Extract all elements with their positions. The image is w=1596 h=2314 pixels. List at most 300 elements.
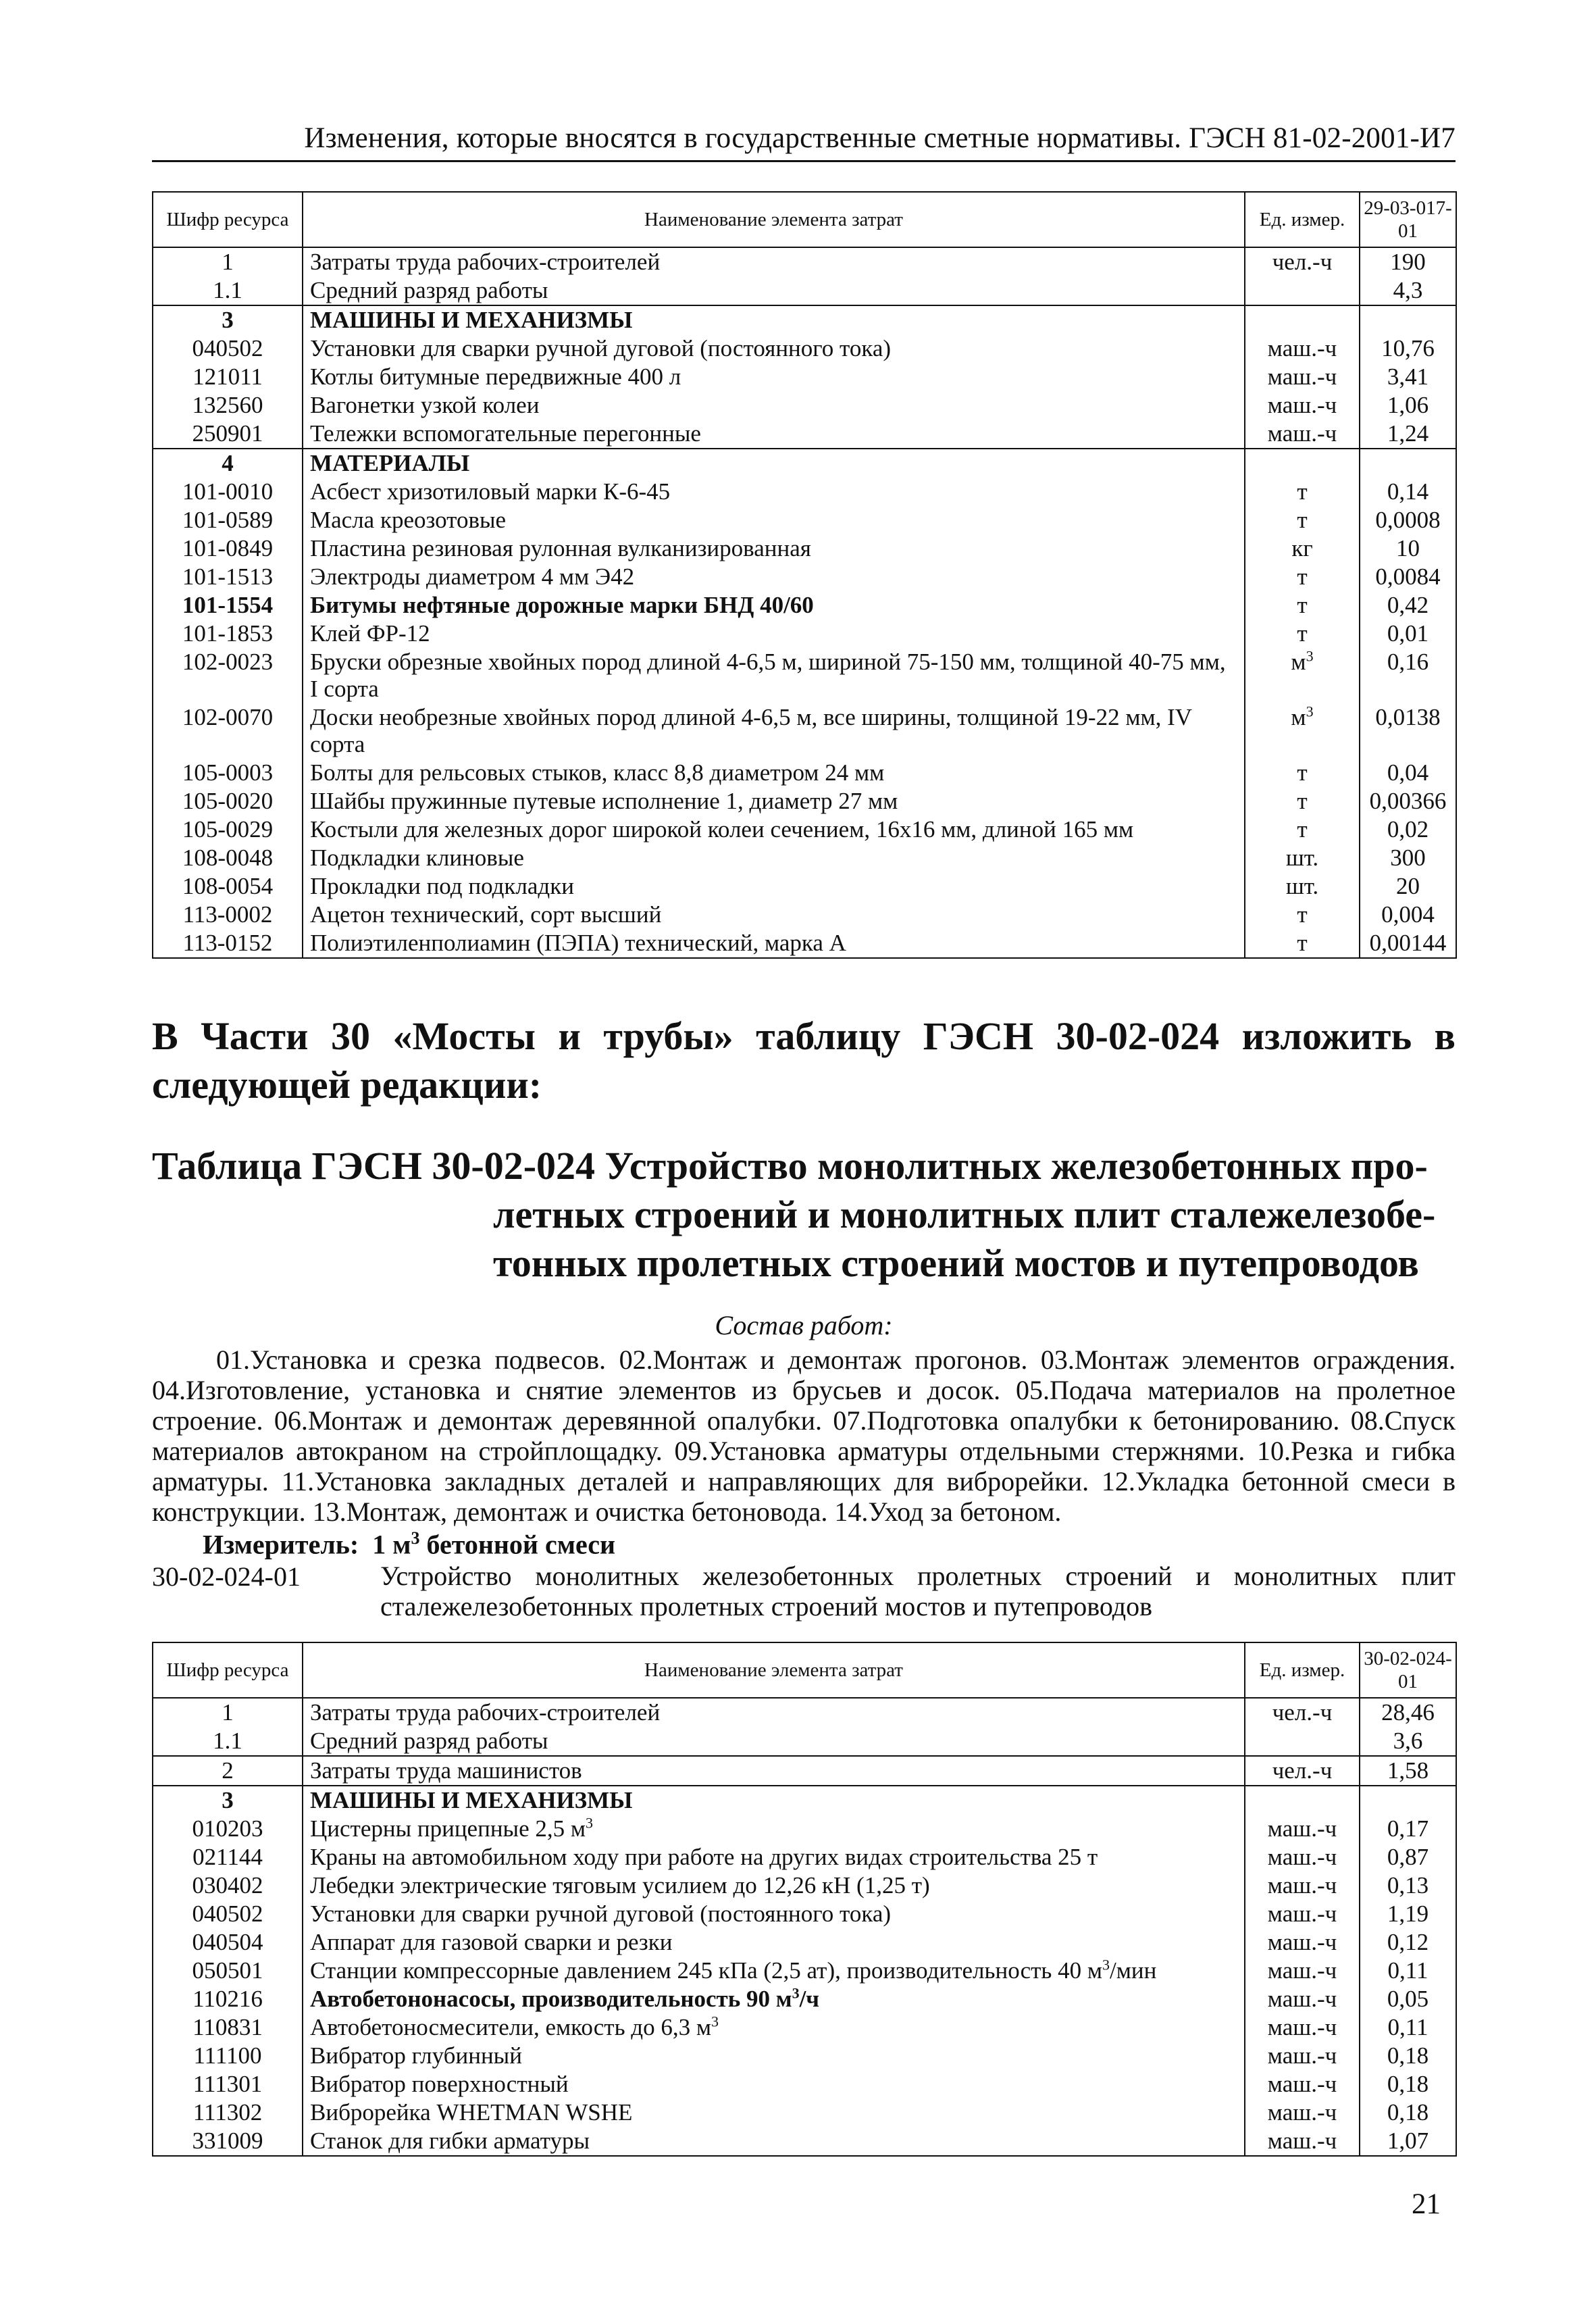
cost-element-text: Автобетононасосы, производительность 90 м <box>310 1986 792 2012</box>
unit-text: т <box>1297 930 1308 956</box>
resource-code-cell: 110216 <box>153 1985 303 2013</box>
unit-cell <box>1245 1815 1360 1843</box>
table-row <box>153 506 1456 534</box>
cost-element-cell <box>303 276 1245 305</box>
unit-cell <box>1245 478 1360 506</box>
norm-value-cell: 0,18 <box>1360 2070 1456 2098</box>
resource-code-cell: 101-1554 <box>153 591 303 620</box>
norm-code: 30-02-024-01 <box>152 1561 301 1592</box>
cost-element-text: Клей ФР-12 <box>310 620 430 647</box>
resource-code-cell: 331009 <box>153 2127 303 2156</box>
table-row <box>153 2042 1456 2070</box>
header-cost-element: Наименование элемента затрат <box>303 192 1245 247</box>
unit-cell <box>1245 1900 1360 1928</box>
norm-value-cell: 0,11 <box>1360 1957 1456 1985</box>
unit-cell <box>1245 391 1360 420</box>
norm-value-cell: 0,18 <box>1360 2042 1456 2070</box>
cost-element-text: Битумы нефтяные дорожные марки БНД 40/60 <box>310 592 814 618</box>
cost-element-text: Доски необрезные хвойных пород длиной 4-6,5 м, все ширины, толщиной 19-22 мм, IV сорта <box>310 704 1192 757</box>
cost-element-text: Цистерны прицепные 2,5 м <box>310 1815 586 1842</box>
unit-text: м <box>1291 704 1306 730</box>
cost-element-text: Подкладки клиновые <box>310 845 524 871</box>
unit-text: маш.-ч <box>1267 1929 1337 1955</box>
table-row <box>153 1727 1456 1756</box>
unit-text: чел.-ч <box>1272 1699 1333 1726</box>
unit-text: маш.-ч <box>1267 1957 1337 1984</box>
cost-element-text: МАТЕРИАЛЫ <box>310 450 470 476</box>
cost-element-text: Затраты труда рабочих-строителей <box>310 249 661 275</box>
table-row <box>153 1985 1456 2013</box>
unit-text: маш.-ч <box>1267 420 1337 447</box>
resource-code-cell: 040502 <box>153 1900 303 1928</box>
table-header-row <box>153 1642 1456 1698</box>
superscript: 3 <box>792 1984 800 2002</box>
resource-code-cell: 030402 <box>153 1871 303 1900</box>
unit-text: чел.-ч <box>1272 1757 1333 1784</box>
norm-value-cell: 0,04 <box>1360 759 1456 787</box>
table-row <box>153 1815 1456 1843</box>
resource-code-cell: 050501 <box>153 1957 303 1985</box>
table-row <box>153 449 1456 478</box>
table-row <box>153 1900 1456 1928</box>
unit-text: маш.-ч <box>1267 392 1337 418</box>
cost-element-cell <box>303 787 1245 815</box>
cost-element-cell <box>303 1815 1245 1843</box>
norm-value-cell: 3,6 <box>1360 1727 1456 1756</box>
header-resource-code: Шифр ресурса <box>153 1642 303 1698</box>
norm-value-cell: 0,87 <box>1360 1843 1456 1871</box>
resource-code-cell: 121011 <box>153 363 303 391</box>
table-row <box>153 759 1456 787</box>
resource-code-cell: 101-1853 <box>153 620 303 648</box>
cost-element-text: Установки для сварки ручной дуговой (постоянного тока) <box>310 335 892 361</box>
table-row <box>153 2127 1456 2156</box>
norm-value-cell: 0,13 <box>1360 1871 1456 1900</box>
cost-element-cell <box>303 1786 1245 1815</box>
unit-text: т <box>1297 592 1308 618</box>
norm-value-cell: 0,05 <box>1360 1985 1456 2013</box>
unit-text: т <box>1297 563 1308 590</box>
table-row <box>153 1957 1456 1985</box>
norm-value-cell: 0,0008 <box>1360 506 1456 534</box>
resource-code-cell: 3 <box>153 1786 303 1815</box>
cost-element-text: Вибратор глубинный <box>310 2042 522 2069</box>
cost-element-cell <box>303 1727 1245 1756</box>
unit-cell <box>1245 420 1360 449</box>
resource-code-cell: 4 <box>153 449 303 478</box>
norm-value-cell <box>1360 449 1456 478</box>
cost-element-cell <box>303 2042 1245 2070</box>
works-caption: Состав работ: <box>715 1310 893 1340</box>
unit-text: маш.-ч <box>1267 1844 1337 1870</box>
unit-cell <box>1245 929 1360 958</box>
cost-element-suffix: /ч <box>799 1986 820 2012</box>
unit-text: маш.-ч <box>1267 1872 1337 1898</box>
cost-element-cell <box>303 591 1245 620</box>
cost-element-suffix: /мин <box>1110 1957 1157 1984</box>
unit-cell <box>1245 1727 1360 1756</box>
unit-text: м <box>1291 649 1306 675</box>
resource-code-cell: 101-0589 <box>153 506 303 534</box>
cost-element-text: Прокладки под подкладки <box>310 873 574 899</box>
cost-element-text: Вибратор поверхностный <box>310 2071 569 2097</box>
norm-value-cell <box>1360 305 1456 334</box>
table-row <box>153 648 1456 703</box>
cost-element-cell <box>303 1928 1245 1957</box>
unit-cell <box>1245 815 1360 844</box>
unit-text: маш.-ч <box>1267 1815 1337 1842</box>
norm-value-cell: 10 <box>1360 534 1456 563</box>
unit-text: шт. <box>1285 873 1319 899</box>
measure-value-post: бетонной смеси <box>419 1529 616 1560</box>
table-row <box>153 703 1456 759</box>
cost-element-text: Лебедки электрические тяговым усилием до 12,26 кН (1,25 т) <box>310 1872 930 1898</box>
unit-cell <box>1245 872 1360 901</box>
cost-element-text: МАШИНЫ И МЕХАНИЗМЫ <box>310 1787 633 1813</box>
cost-element-cell <box>303 620 1245 648</box>
table-row <box>153 478 1456 506</box>
table-row <box>153 1786 1456 1815</box>
resource-code-cell: 105-0020 <box>153 787 303 815</box>
norm-value-cell: 1,24 <box>1360 420 1456 449</box>
header-norm-code: 30-02-024-01 <box>1360 1642 1456 1698</box>
cost-element-cell <box>303 534 1245 563</box>
resource-table-29-03-017 <box>152 191 1457 959</box>
cost-element-cell <box>303 449 1245 478</box>
norm-description: Устройство монолитных железобетонных пролетных строений и монолитных плит сталежелезобетонных пролетных строений мостов и путепроводов <box>380 1561 1456 1621</box>
norm-value-cell: 1,06 <box>1360 391 1456 420</box>
unit-text: маш.-ч <box>1267 2071 1337 2097</box>
table-row <box>153 2070 1456 2098</box>
cost-element-text: Бруски обрезные хвойных пород длиной 4-6,5 м, шириной 75-150 мм, толщиной 40-75 мм, I сорта <box>310 649 1226 702</box>
norm-value-cell: 10,76 <box>1360 334 1456 363</box>
unit-text: маш.-ч <box>1267 2099 1337 2126</box>
header-norm-code: 29-03-017-01 <box>1360 192 1456 247</box>
resource-code-cell: 3 <box>153 305 303 334</box>
resource-code-cell: 102-0023 <box>153 648 303 703</box>
cost-element-cell <box>303 2013 1245 2042</box>
measure-line <box>203 1528 615 1560</box>
cost-element-cell <box>303 872 1245 901</box>
resource-code-cell: 1.1 <box>153 276 303 305</box>
norm-value-cell: 1,58 <box>1360 1756 1456 1786</box>
resource-code-cell: 040502 <box>153 334 303 363</box>
resource-code-cell: 101-0010 <box>153 478 303 506</box>
unit-text: т <box>1297 816 1308 842</box>
unit-cell <box>1245 648 1360 703</box>
cost-element-text: Полиэтиленполиамин (ПЭПА) технический, марка А <box>310 930 846 956</box>
unit-text: маш.-ч <box>1267 2042 1337 2069</box>
cost-element-cell <box>303 363 1245 391</box>
norm-value-cell: 0,11 <box>1360 2013 1456 2042</box>
cost-element-text: Болты для рельсовых стыков, класс 8,8 диаметром 24 мм <box>310 759 885 786</box>
superscript: 3 <box>1306 703 1314 720</box>
table-row <box>153 305 1456 334</box>
resource-code-cell: 1 <box>153 247 303 276</box>
resource-code-cell: 113-0002 <box>153 901 303 929</box>
unit-text: маш.-ч <box>1267 335 1337 361</box>
table-row <box>153 2013 1456 2042</box>
norm-value-cell: 0,00366 <box>1360 787 1456 815</box>
superscript: 3 <box>1306 647 1314 665</box>
cost-element-text: Электроды диаметром 4 мм Э42 <box>310 563 635 590</box>
unit-cell <box>1245 759 1360 787</box>
unit-text: т <box>1297 901 1308 928</box>
table-row <box>153 844 1456 872</box>
resource-code-cell: 132560 <box>153 391 303 420</box>
table-row <box>153 1843 1456 1871</box>
cost-element-cell <box>303 1843 1245 1871</box>
unit-text: т <box>1297 759 1308 786</box>
table-row <box>153 929 1456 958</box>
cost-element-cell <box>303 2127 1245 2156</box>
norm-value-cell: 0,17 <box>1360 1815 1456 1843</box>
cost-element-text: МАШИНЫ И МЕХАНИЗМЫ <box>310 307 633 333</box>
cost-element-cell <box>303 1957 1245 1985</box>
unit-text: кг <box>1291 535 1313 561</box>
unit-text: т <box>1297 507 1308 533</box>
cost-element-text: Установки для сварки ручной дуговой (постоянного тока) <box>310 1901 892 1927</box>
cost-element-cell <box>303 844 1245 872</box>
cost-element-cell <box>303 703 1245 759</box>
unit-cell <box>1245 334 1360 363</box>
norm-value-cell: 4,3 <box>1360 276 1456 305</box>
unit-cell <box>1245 2127 1360 2156</box>
resource-code-cell: 010203 <box>153 1815 303 1843</box>
cost-element-cell <box>303 563 1245 591</box>
resource-code-cell: 1.1 <box>153 1727 303 1756</box>
cost-element-cell <box>303 391 1245 420</box>
unit-cell <box>1245 591 1360 620</box>
page-number: 21 <box>1412 2188 1441 2220</box>
table-row <box>153 901 1456 929</box>
cost-element-cell <box>303 929 1245 958</box>
resource-code-cell: 1 <box>153 1698 303 1727</box>
unit-cell <box>1245 1786 1360 1815</box>
unit-text: т <box>1297 620 1308 647</box>
resource-code-cell: 108-0054 <box>153 872 303 901</box>
table-title-line-1: Таблица ГЭСН 30-02-024 Устройство монолитных железобетонных про- <box>152 1144 1428 1188</box>
table-header-row <box>153 192 1456 247</box>
norm-value-cell: 20 <box>1360 872 1456 901</box>
cost-element-cell <box>303 2098 1245 2127</box>
cost-element-text: Автобетоносмесители, емкость до 6,3 м <box>310 2014 711 2040</box>
unit-text: маш.-ч <box>1267 2128 1337 2154</box>
resource-code-cell: 111301 <box>153 2070 303 2098</box>
norm-value-cell: 300 <box>1360 844 1456 872</box>
running-header: Изменения, которые вносятся в государственные сметные нормативы. ГЭСН 81-02-2001-И7 <box>152 122 1456 162</box>
table-title <box>152 1142 1456 1288</box>
header-resource-code: Шифр ресурса <box>153 192 303 247</box>
cost-element-cell <box>303 759 1245 787</box>
cost-element-cell <box>303 1871 1245 1900</box>
cost-element-text: Костыли для железных дорог широкой колеи сечением, 16х16 мм, длиной 165 мм <box>310 816 1134 842</box>
section-heading: В Части 30 «Мосты и трубы» таблицу ГЭСН 30-02-024 изложить в следующей редакции: <box>152 1014 1456 1107</box>
resource-code-cell: 021144 <box>153 1843 303 1871</box>
cost-element-cell <box>303 247 1245 276</box>
unit-text: маш.-ч <box>1267 1901 1337 1927</box>
resource-code-cell: 113-0152 <box>153 929 303 958</box>
unit-cell <box>1245 620 1360 648</box>
resource-code-cell: 101-0849 <box>153 534 303 563</box>
norm-value-cell: 0,14 <box>1360 478 1456 506</box>
cost-element-cell <box>303 420 1245 449</box>
unit-cell <box>1245 1698 1360 1727</box>
table-row <box>153 787 1456 815</box>
measure-label: Измеритель: <box>203 1529 359 1560</box>
unit-text: маш.-ч <box>1267 1986 1337 2012</box>
resource-code-cell: 102-0070 <box>153 703 303 759</box>
unit-cell <box>1245 534 1360 563</box>
table-title-line-3: тонных пролетных строений мостов и путепроводов <box>493 1241 1419 1285</box>
unit-cell <box>1245 276 1360 305</box>
table-row <box>153 1928 1456 1957</box>
unit-text: чел.-ч <box>1272 249 1333 275</box>
cost-element-cell <box>303 1698 1245 1727</box>
unit-cell <box>1245 703 1360 759</box>
table-row <box>153 1756 1456 1786</box>
resource-code-cell: 101-1513 <box>153 563 303 591</box>
header-unit: Ед. измер. <box>1245 192 1360 247</box>
cost-element-cell <box>303 815 1245 844</box>
table-row <box>153 591 1456 620</box>
resource-code-cell: 105-0003 <box>153 759 303 787</box>
unit-cell <box>1245 787 1360 815</box>
resource-code-cell: 110831 <box>153 2013 303 2042</box>
table-row <box>153 1871 1456 1900</box>
cost-element-text: Асбест хризотиловый марки К-6-45 <box>310 478 671 505</box>
cost-element-text: Станции компрессорные давлением 245 кПа (2,5 ат), производительность 40 м <box>310 1957 1103 1984</box>
norm-value-cell <box>1360 1786 1456 1815</box>
norm-value-cell: 0,02 <box>1360 815 1456 844</box>
cost-element-text: Тележки вспомогательные перегонные <box>310 420 701 447</box>
cost-element-text: Виброрейка WHETMAN WSHE <box>310 2099 633 2126</box>
measure-sup: 3 <box>411 1528 420 1548</box>
unit-cell <box>1245 2042 1360 2070</box>
unit-text: т <box>1297 788 1308 814</box>
works-description: 01.Установка и срезка подвесов. 02.Монтаж и демонтаж прогонов. 03.Монтаж элементов ограждения. 04.Изготовление, установка и снятие элементов из брусьев и досок. 05.Подача материалов на пролетное строение. 06.Монтаж и демонтаж деревянной опалубки. 07.Подготовка опалубки к бетонированию. 08.Спуск материалов автокраном на стройплощадку. 09.Установка арматуры отдельными стержнями. 10.Резка и гибка арматуры. 11.Установка закладных деталей и направляющих для виброрейки. 12.Укладка бетонной смеси в конструкции. 13.Монтаж, демонтаж и очистка бетоновода. 14.Уход за бетоном. <box>152 1344 1456 1527</box>
resource-code-cell: 250901 <box>153 420 303 449</box>
table-row <box>153 391 1456 420</box>
cost-element-cell <box>303 1900 1245 1928</box>
cost-element-text: Станок для гибки арматуры <box>310 2128 590 2154</box>
unit-cell <box>1245 1756 1360 1786</box>
table-row <box>153 334 1456 363</box>
cost-element-cell <box>303 305 1245 334</box>
table-row <box>153 563 1456 591</box>
superscript: 3 <box>1102 1956 1110 1973</box>
unit-text: маш.-ч <box>1267 2014 1337 2040</box>
unit-cell <box>1245 1843 1360 1871</box>
cost-element-text: Масла креозотовые <box>310 507 507 533</box>
cost-element-cell <box>303 334 1245 363</box>
unit-cell <box>1245 506 1360 534</box>
norm-value-cell: 28,46 <box>1360 1698 1456 1727</box>
unit-cell <box>1245 844 1360 872</box>
superscript: 3 <box>711 2013 719 2030</box>
unit-cell <box>1245 563 1360 591</box>
cost-element-text: Пластина резиновая рулонная вулканизированная <box>310 535 811 561</box>
table-row <box>153 420 1456 449</box>
table-row <box>153 276 1456 305</box>
norm-value-cell: 0,0084 <box>1360 563 1456 591</box>
table-title-line-2: летных строений и монолитных плит сталежелезобе- <box>493 1192 1436 1236</box>
unit-cell <box>1245 363 1360 391</box>
norm-value-cell: 1,19 <box>1360 1900 1456 1928</box>
header-cost-element: Наименование элемента затрат <box>303 1642 1245 1698</box>
table-row <box>153 2098 1456 2127</box>
norm-value-cell: 0,12 <box>1360 1928 1456 1957</box>
cost-element-text: Аппарат для газовой сварки и резки <box>310 1929 673 1955</box>
unit-cell <box>1245 1928 1360 1957</box>
table-row <box>153 815 1456 844</box>
norm-value-cell: 0,16 <box>1360 648 1456 703</box>
unit-cell <box>1245 2070 1360 2098</box>
cost-element-cell <box>303 1756 1245 1786</box>
superscript: 3 <box>586 1814 594 1832</box>
unit-cell <box>1245 305 1360 334</box>
unit-cell <box>1245 449 1360 478</box>
unit-cell <box>1245 901 1360 929</box>
resource-table-30-02-024 <box>152 1642 1457 2157</box>
norm-value-cell: 0,01 <box>1360 620 1456 648</box>
cost-element-cell <box>303 478 1245 506</box>
norm-value-cell: 1,07 <box>1360 2127 1456 2156</box>
cost-element-cell <box>303 506 1245 534</box>
table-row <box>153 620 1456 648</box>
cost-element-text: Затраты труда рабочих-строителей <box>310 1699 661 1726</box>
unit-cell <box>1245 1957 1360 1985</box>
resource-code-cell: 040504 <box>153 1928 303 1957</box>
resource-code-cell: 108-0048 <box>153 844 303 872</box>
norm-value-cell: 3,41 <box>1360 363 1456 391</box>
cost-element-text: Средний разряд работы <box>310 1728 548 1754</box>
cost-element-cell <box>303 901 1245 929</box>
unit-cell <box>1245 247 1360 276</box>
table-row <box>153 534 1456 563</box>
unit-text: маш.-ч <box>1267 363 1337 390</box>
cost-element-cell <box>303 1985 1245 2013</box>
norm-value-cell: 0,18 <box>1360 2098 1456 2127</box>
unit-cell <box>1245 2013 1360 2042</box>
resource-code-cell: 105-0029 <box>153 815 303 844</box>
norm-value-cell: 190 <box>1360 247 1456 276</box>
unit-text: т <box>1297 478 1308 505</box>
table-row <box>153 363 1456 391</box>
cost-element-text: Затраты труда машинистов <box>310 1757 582 1784</box>
cost-element-cell <box>303 2070 1245 2098</box>
cost-element-text: Средний разряд работы <box>310 277 548 303</box>
table-row <box>153 872 1456 901</box>
header-unit: Ед. измер. <box>1245 1642 1360 1698</box>
cost-element-text: Ацетон технический, сорт высший <box>310 901 662 928</box>
measure-value-pre: 1 м <box>372 1529 411 1560</box>
norm-value-cell: 0,00144 <box>1360 929 1456 958</box>
unit-cell <box>1245 1871 1360 1900</box>
unit-cell <box>1245 2098 1360 2127</box>
resource-code-cell: 2 <box>153 1756 303 1786</box>
resource-code-cell: 111100 <box>153 2042 303 2070</box>
unit-cell <box>1245 1985 1360 2013</box>
resource-code-cell: 111302 <box>153 2098 303 2127</box>
table-row <box>153 1698 1456 1727</box>
cost-element-cell <box>303 648 1245 703</box>
norm-value-cell: 0,004 <box>1360 901 1456 929</box>
cost-element-text: Котлы битумные передвижные 400 л <box>310 363 681 390</box>
unit-text: шт. <box>1285 845 1319 871</box>
cost-element-text: Краны на автомобильном ходу при работе на других видах строительства 25 т <box>310 1844 1098 1870</box>
norm-value-cell: 0,0138 <box>1360 703 1456 759</box>
